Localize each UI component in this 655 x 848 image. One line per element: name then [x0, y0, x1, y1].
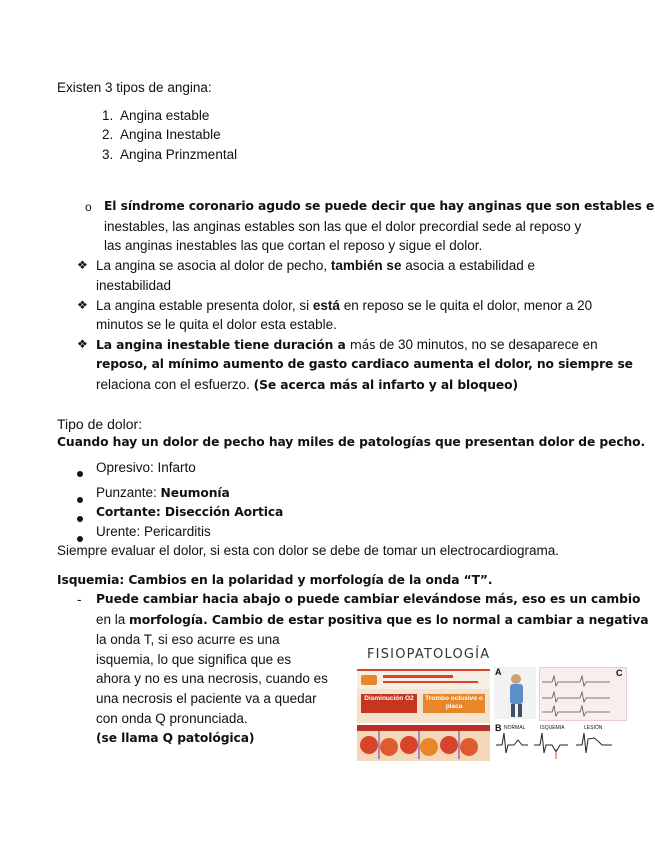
panel-c-ecg	[539, 667, 627, 721]
circle-item-line3: las anginas inestables las que cortan el reposo y sigue el dolor.	[104, 238, 483, 253]
ecg-label-lesion: LESIÓN	[584, 725, 603, 731]
slide-line	[383, 681, 478, 683]
panel-a-person	[494, 667, 536, 719]
person-head	[511, 674, 521, 684]
cell	[420, 738, 438, 756]
pain-type-3-text: Cortante: Disección Aortica	[96, 505, 284, 519]
dash-bullet: -	[77, 592, 82, 607]
label-b: B	[495, 723, 502, 733]
cells-svg	[357, 725, 490, 761]
circle-item-line1: El síndrome coronario agudo se puede decir que hay anginas que son estables e	[104, 199, 655, 213]
diamond-item-3-line2: reposo, al mínimo aumento de gasto cardiaco aumenta el dolor, no siempre se	[96, 357, 633, 371]
label-c: C	[616, 668, 623, 678]
dash-line3: la onda T, si eso acurre es una	[96, 632, 280, 647]
ecg-trace	[542, 706, 610, 716]
isquemia-heading: Isquemia: Cambios en la polaridad y morfología de la onda “T”.	[57, 573, 493, 587]
cell-band	[357, 725, 490, 731]
bullet-dot-icon	[77, 497, 83, 503]
fisiopatologia-figure	[357, 645, 627, 765]
cell	[360, 736, 378, 754]
cell	[400, 736, 418, 754]
slide-banner	[357, 669, 490, 691]
ecg-trace	[542, 692, 610, 702]
bullet-dot-icon	[77, 536, 83, 542]
circle-item-line2: inestables, las anginas estables son las que el dolor precordial sede al reposo y	[104, 219, 582, 234]
ecg-grid-svg	[540, 668, 626, 720]
diamond-bullet-icon: ❖	[77, 298, 88, 312]
siempre-text: Siempre evaluar el dolor, si esta con dolor se debe de tomar un electrocardiograma.	[57, 543, 560, 558]
dash-line4: isquemia, lo que significa que es	[96, 652, 292, 667]
tipo-dolor-bold: Cuando hay un dolor de pecho hay miles de patologías que presentan dolor de pecho.	[57, 435, 646, 449]
cells-illustration	[357, 725, 490, 761]
slide-body	[357, 689, 490, 723]
person-body	[510, 684, 523, 704]
dash-line6: una necrosis el paciente va a quedar	[96, 691, 317, 706]
dash-line8: (se llama Q patológica)	[96, 731, 255, 745]
bullet-dot-icon	[77, 516, 83, 522]
diamond-bullet-icon: ❖	[77, 337, 88, 351]
pain-type-1	[77, 465, 83, 480]
panel-b-waveforms	[494, 723, 625, 761]
ecg-label-isquemia: ISQUEMIA	[540, 725, 565, 731]
box-disminucion: Disminución O2	[361, 694, 417, 713]
cell	[460, 738, 478, 756]
figure-title: FISIOPATOLOGÍA	[367, 647, 491, 662]
diamond-item-2-line2: minutos se le quita el dolor esta estable.	[96, 317, 337, 332]
angina-type-2: 2. Angina Inestable	[102, 127, 221, 142]
dash-line7: con onda Q pronunciada.	[96, 711, 248, 726]
diamond-item-3-line3: relaciona con el esfuerzo. (Se acerca más al infarto y al bloqueo)	[96, 377, 518, 392]
section-title-tipo-dolor: Tipo de dolor:	[57, 416, 143, 432]
angina-type-3: 3. Angina Prinzmental	[102, 147, 238, 162]
cell	[440, 736, 458, 754]
box-trombo: Trombo oclusivo o placa	[423, 694, 485, 713]
ecg-trace	[542, 676, 610, 686]
bullet-dot-icon	[77, 471, 83, 477]
dash-line1: Puede cambiar hacia abajo o puede cambiar elevándose más, eso es un cambio	[96, 592, 641, 606]
pain-type-3	[77, 510, 83, 525]
waveform-lesion	[576, 733, 612, 753]
pain-type-4-text: Urente: Pericarditis	[96, 524, 211, 539]
diamond-item-1-line2: inestabilidad	[96, 278, 172, 293]
angina-type-1: 1. Angina estable	[102, 108, 210, 123]
intro-text: Existen 3 tipos de angina:	[57, 80, 212, 95]
dash-line5: ahora y no es una necrosis, cuando es	[96, 671, 328, 686]
pain-type-2	[77, 491, 83, 506]
diamond-item-2-line1: La angina estable presenta dolor, si está en reposo se le quita el dolor, menor a 20	[96, 298, 593, 313]
person-leg	[511, 704, 515, 717]
diamond-bullet-icon: ❖	[77, 258, 88, 272]
person-leg	[518, 704, 522, 717]
pain-type-2-text: Punzante: Neumonía	[96, 485, 230, 500]
circle-bullet: o	[85, 200, 92, 214]
diamond-item-1-line1: La angina se asocia al dolor de pecho, también se asocia a estabilidad e	[96, 258, 536, 273]
label-a: A	[495, 667, 502, 677]
slide-line	[383, 675, 453, 678]
waveform-normal	[496, 733, 528, 753]
ecg-label-normal: NORMAL	[504, 725, 526, 731]
waveform-isquemia	[534, 733, 568, 753]
slide-logo	[361, 675, 377, 685]
cell	[380, 738, 398, 756]
diamond-item-3-line1: La angina inestable tiene duración a más de 30 minutos, no se desaparece en	[96, 337, 598, 352]
pain-type-1-text: Opresivo: Infarto	[96, 460, 196, 475]
dash-line2: en la morfología. Cambio de estar positiva que es lo normal a cambiar a negativa	[96, 612, 649, 627]
